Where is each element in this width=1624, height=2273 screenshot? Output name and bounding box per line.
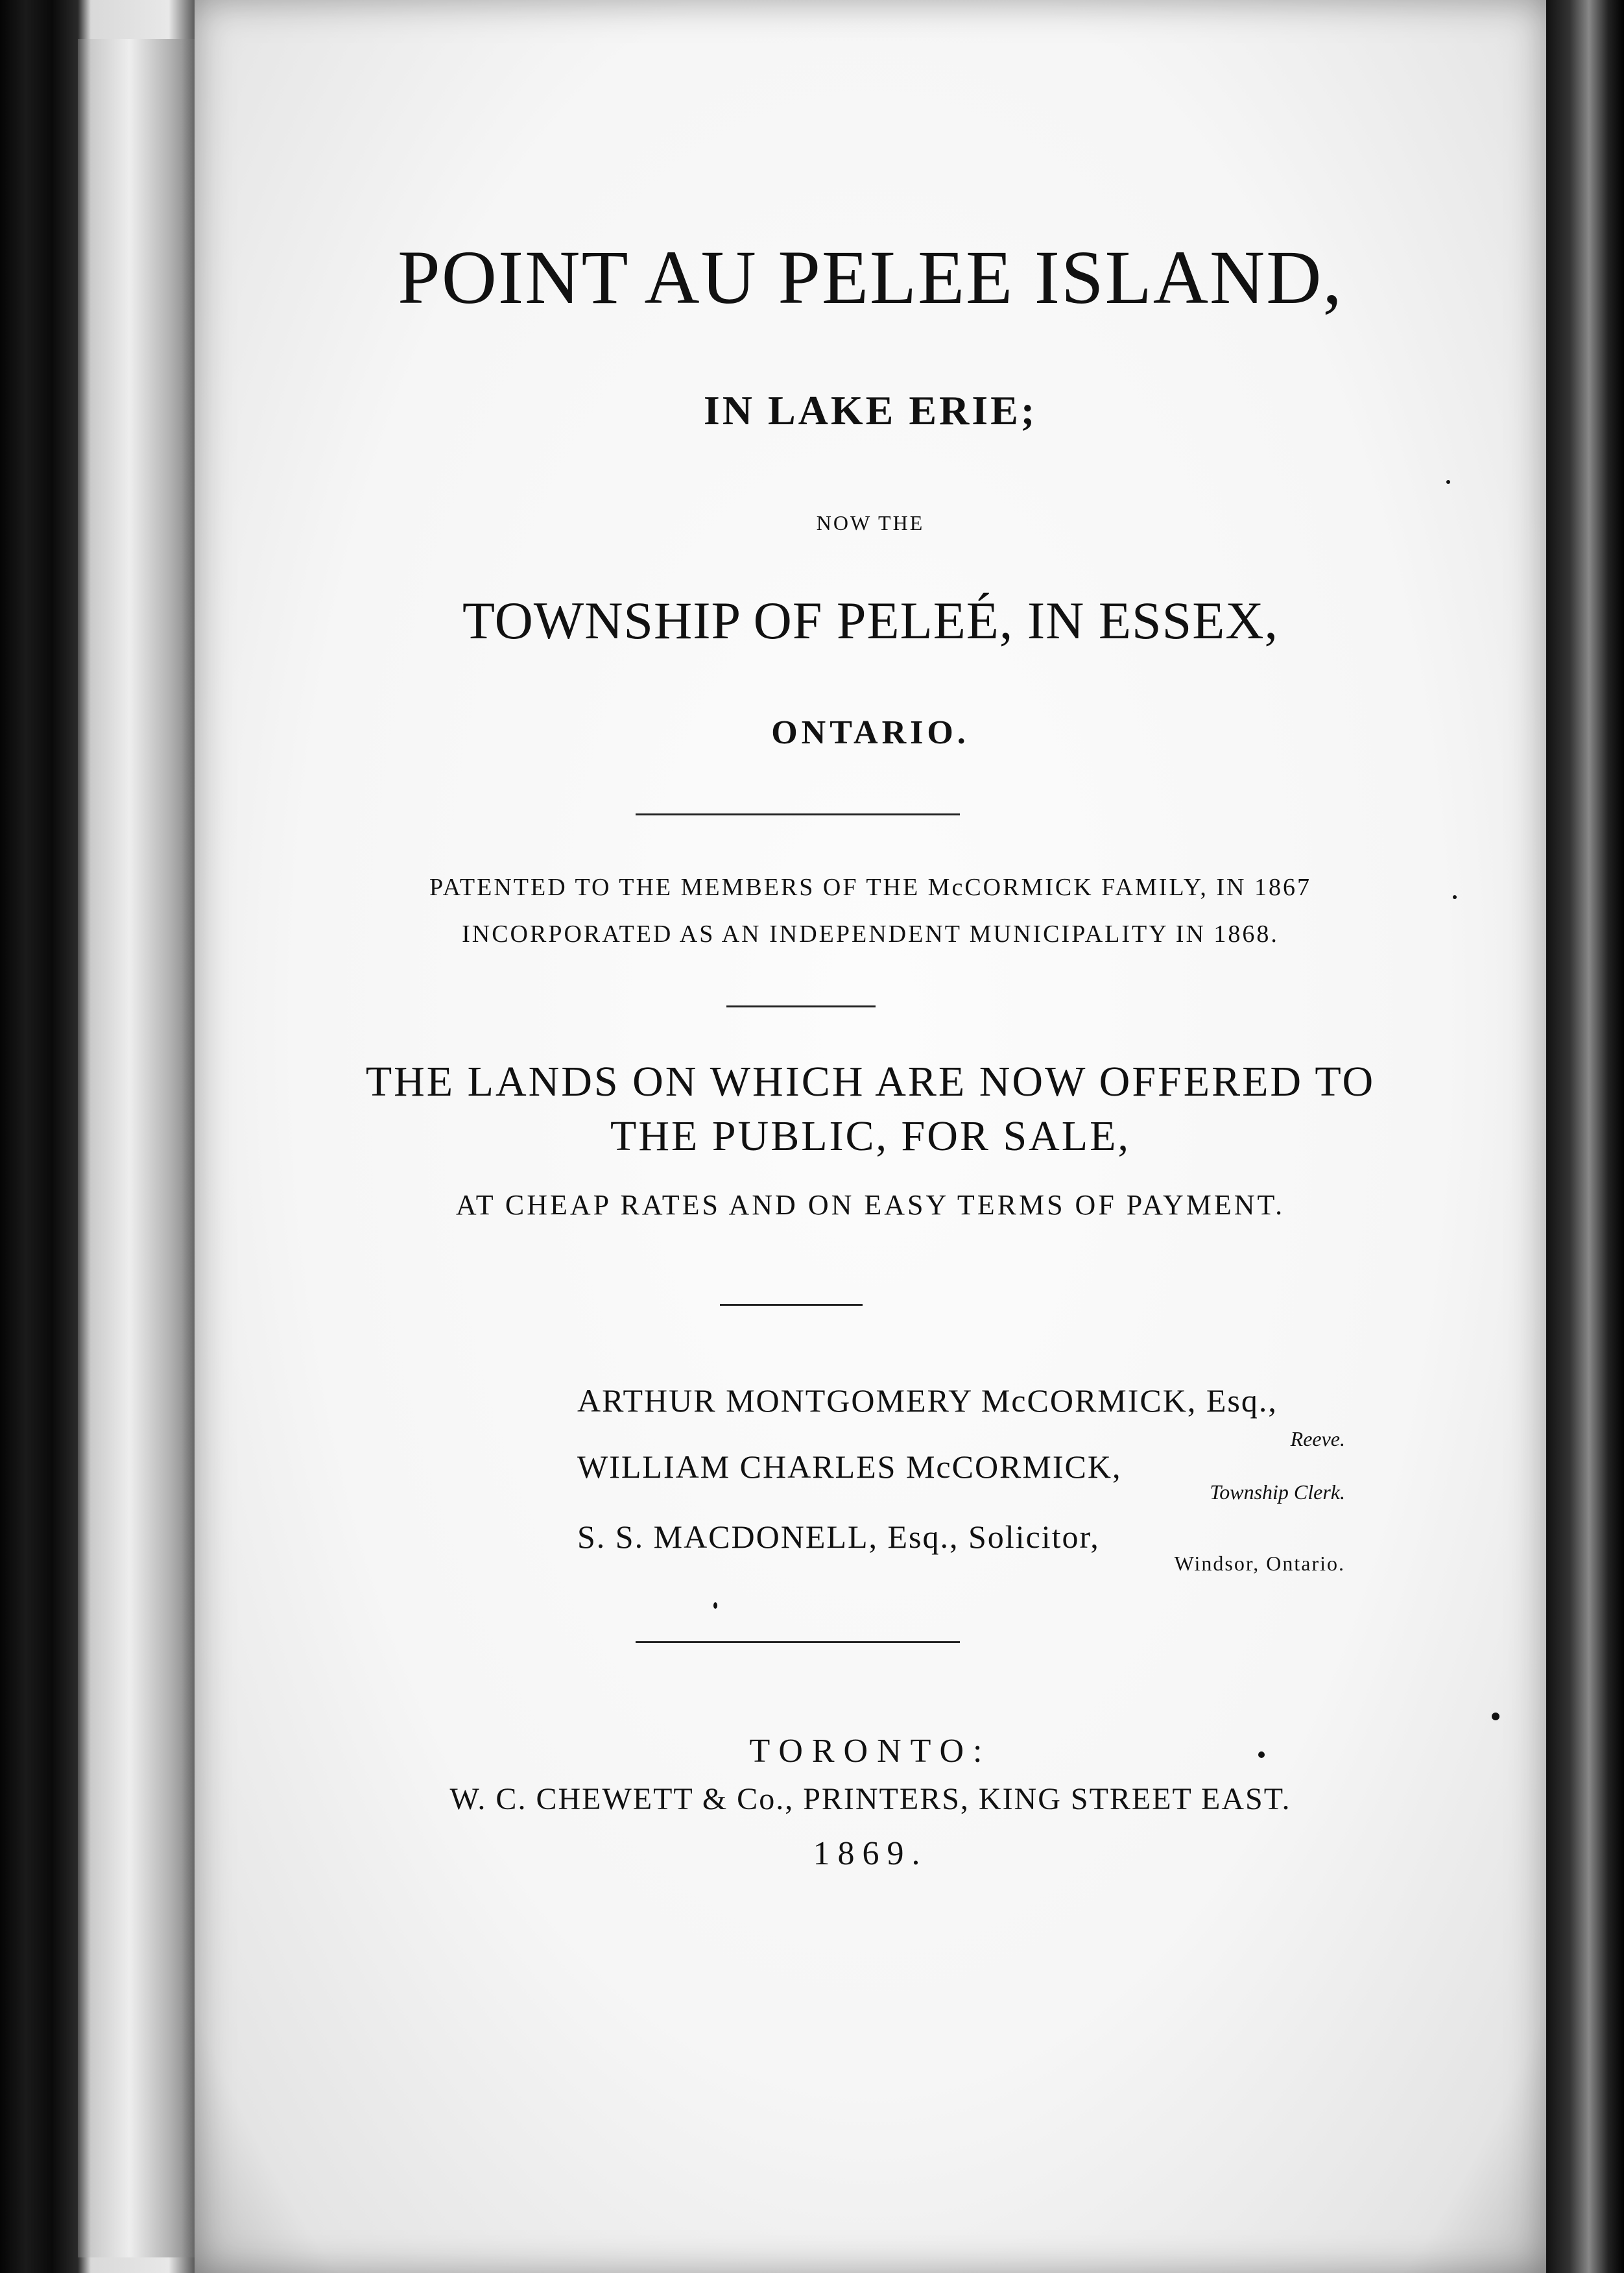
- subtitle-township: TOWNSHIP OF PELEÉ, IN ESSEX,: [462, 591, 1279, 650]
- document-title: POINT AU PELEE ISLAND,: [398, 235, 1343, 320]
- official-role-solicitor: Windsor, Ontario.: [1174, 1552, 1345, 1575]
- patent-line-2: INCORPORATED AS AN INDEPENDENT MUNICIPALITY IN 1868.: [462, 920, 1279, 948]
- divider-rule: [636, 1641, 960, 1643]
- subtitle-now-the: NOW THE: [816, 511, 925, 535]
- lands-line-3: AT CHEAP RATES AND ON EASY TERMS OF PAYMENT.: [455, 1189, 1285, 1221]
- divider-rule: [726, 1005, 876, 1007]
- subtitle-lake-erie: IN LAKE ERIE;: [703, 387, 1038, 433]
- ink-speck: [1446, 480, 1450, 484]
- official-name-reeve: ARTHUR MONTGOMERY McCORMICK, Esq.,: [577, 1382, 1278, 1419]
- official-name-solicitor: S. S. MACDONELL, Esq., Solicitor,: [577, 1519, 1100, 1555]
- spine-binding-strip: [78, 39, 208, 2257]
- divider-rule: [720, 1304, 863, 1306]
- ink-speck: [713, 1602, 717, 1609]
- lands-line-2: THE PUBLIC, FOR SALE,: [610, 1112, 1130, 1160]
- official-role-reeve: Reeve.: [1290, 1427, 1345, 1450]
- ink-speck: [1258, 1751, 1265, 1758]
- divider-rule: [636, 813, 960, 815]
- publisher-name: W. C. CHEWETT & Co., PRINTERS, KING STREET EAST.: [449, 1782, 1291, 1816]
- official-name-clerk: WILLIAM CHARLES McCORMICK,: [577, 1449, 1122, 1485]
- ink-speck: [1492, 1713, 1499, 1720]
- subtitle-ontario: ONTARIO.: [771, 714, 970, 751]
- lands-line-1: THE LANDS ON WHICH ARE NOW OFFERED TO: [365, 1058, 1376, 1105]
- publisher-city: TORONTO:: [749, 1733, 992, 1770]
- ink-speck: [1453, 895, 1457, 899]
- title-page: [195, 0, 1546, 2273]
- patent-line-1: PATENTED TO THE MEMBERS OF THE McCORMICK FAMILY, IN 1867: [429, 874, 1311, 901]
- publication-year: 1869.: [813, 1835, 928, 1872]
- official-role-clerk: Township Clerk.: [1210, 1480, 1345, 1504]
- page-right-edge: [1546, 0, 1624, 2273]
